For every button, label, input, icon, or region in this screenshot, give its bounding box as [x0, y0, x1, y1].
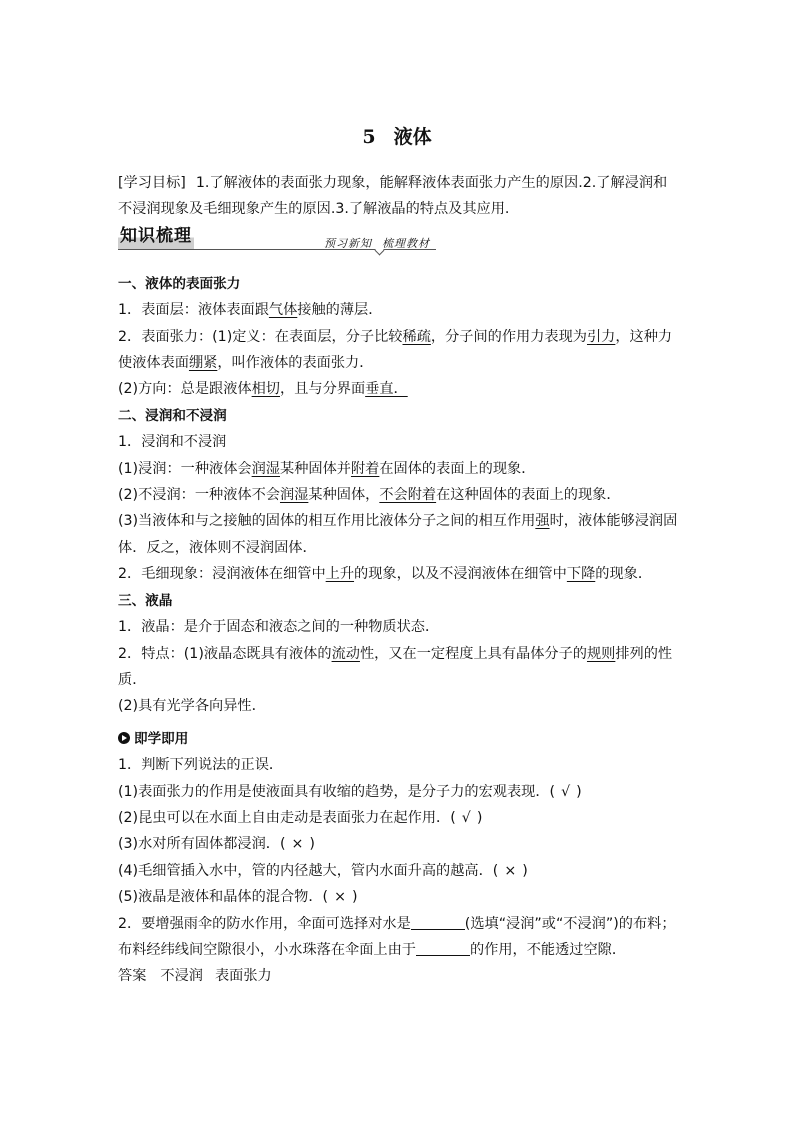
- play-circle-icon: [118, 732, 130, 744]
- answer-mark: √: [561, 783, 571, 800]
- s1-line1: 1．表面层：液体表面跟气体接触的薄层．: [118, 302, 383, 319]
- s2-line1: 1．浸润和不浸润: [118, 434, 227, 451]
- quick-q1: 1．判断下列说法的正误．: [118, 757, 284, 774]
- content-body: [118, 170, 680, 990]
- page-title: [0, 122, 794, 149]
- s2-line4: (3)当液体和与之接触的固体的相互作用比液体分子之间的相互作用强时，液体能够浸润固体．反之，液体则不浸润固体．: [118, 513, 678, 556]
- answer-mark: ×: [504, 862, 517, 879]
- s3-heading: 三、液晶: [118, 592, 173, 609]
- answer-mark: √: [461, 809, 471, 826]
- quick-item-3: (3)水对所有固体都浸润．( × ): [118, 831, 680, 857]
- section-header-rule: [118, 249, 436, 250]
- title-number: 5: [362, 126, 376, 148]
- title-text: 液体: [393, 126, 432, 148]
- s2-line2: (1)浸润：一种液体会润湿某种固体并附着在固体的表面上的现象．: [118, 460, 536, 477]
- subtitle-b: 梳理教材: [382, 236, 430, 250]
- answer-mark: ×: [291, 836, 304, 853]
- fill-blank: [411, 915, 465, 930]
- quick-item-2: (2)昆虫可以在水面上自由走动是表面张力在起作用．( √ ): [118, 805, 680, 831]
- fill-blank: [416, 941, 470, 956]
- quick-item-5: (5)液晶是液体和晶体的混合物．( × ): [118, 884, 680, 910]
- s2-line5: 2．毛细现象：浸润液体在细管中上升的现象，以及不浸润液体在细管中下降的现象．: [118, 566, 653, 583]
- goals-text: 1.了解液体的表面张力现象，能解释液体表面张力产生的原因.2.了解浸润和不浸润现象及毛细现象产生的原因.3.了解液晶的特点及其应用.: [118, 175, 668, 218]
- answer-2: 表面张力: [214, 968, 272, 985]
- quick-heading: 即学即用: [118, 726, 680, 752]
- answer-1: 不浸润: [160, 968, 203, 985]
- learning-goals: [118, 170, 680, 223]
- s2-heading: 二、浸润和不浸润: [118, 407, 227, 424]
- answer-mark: ×: [334, 889, 346, 906]
- s1-line3: (2)方向：总是跟液体相切，且与分界面垂直．: [118, 381, 408, 398]
- s3-line2: 2．特点：(1)液晶态既具有液体的流动性，又在一定程度上具有晶体分子的规则排列的性质．: [118, 645, 673, 688]
- answer-line: [118, 963, 680, 989]
- quick-item-4: (4)毛细管插入水中，管的内径越大，管内水面升高的越高．( × ): [118, 858, 680, 884]
- quick-item-1: (1)表面张力的作用是使液面具有收缩的趋势，是分子力的宏观表现．( √ ): [118, 779, 680, 805]
- s3-line1: 1．液晶：是介于固态和液态之间的一种物质状态．: [118, 619, 440, 636]
- answer-label: 答案: [118, 968, 147, 985]
- quick-q2: 2．要增强雨伞的防水作用，伞面可选择对水是 (选填“浸润”或“不浸润”)的布料；布料经纬线间空隙很小，小水珠落在伞面上由于 的作用，不能透过空隙．: [118, 915, 676, 958]
- s1-line2: 2．表面张力：(1)定义：在表面层，分子比较稀疏，分子间的作用力表现为引力，这种力使液体表面绷紧，叫作液体的表面张力．: [118, 328, 673, 372]
- section-header-title: 知识梳理: [118, 223, 194, 249]
- s1-heading: 一、液体的表面张力: [118, 275, 241, 292]
- goals-label: [学习目标]: [118, 175, 186, 191]
- s2-line3: (2)不浸润：一种液体不会润湿某种固体，不会附着在这种固体的表面上的现象．: [118, 487, 621, 504]
- s3-line3: (2)具有光学各向异性．: [118, 698, 266, 715]
- subtitle-a: 预习新知: [324, 236, 372, 250]
- section-header: [118, 223, 680, 253]
